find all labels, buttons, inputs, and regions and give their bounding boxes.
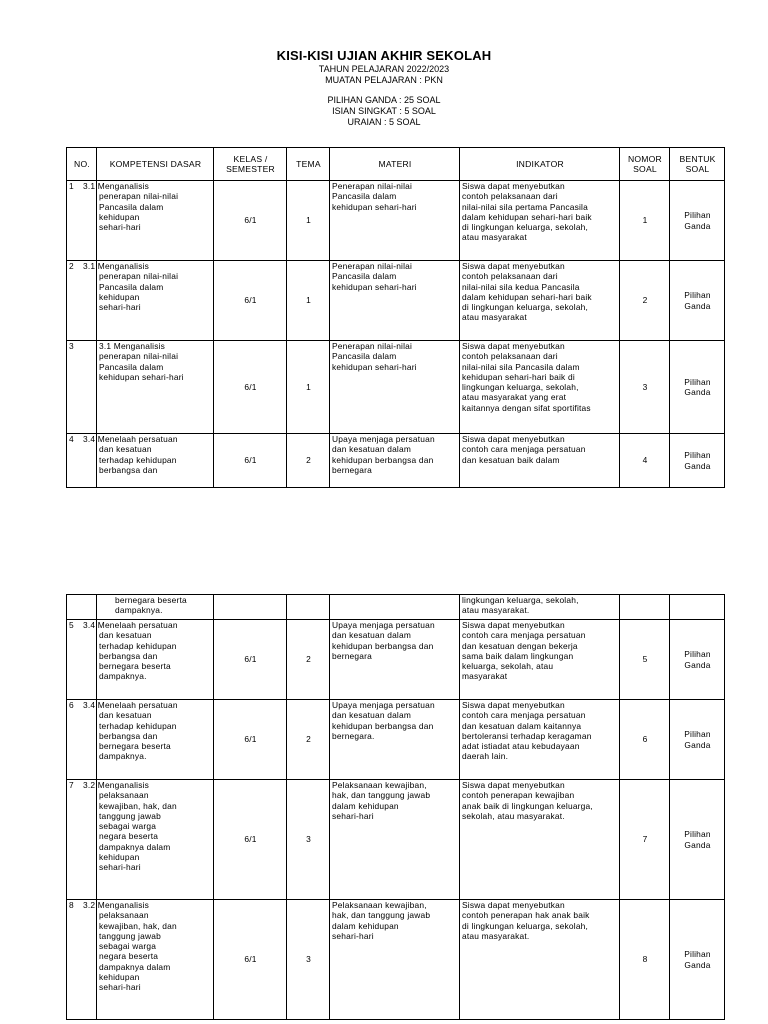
cell-indikator: Siswa dapat menyebutkan contoh cara menjaga persatuan dan kesatuan dengan bekerja sama baik dalam lingkungan keluarga, sekolah, atau masyarakat bbox=[460, 620, 620, 700]
cell-nomor-soal: 3 bbox=[620, 341, 670, 434]
cell-indikator: Siswa dapat menyebutkan contoh pelaksanaan dari nilai-nilai sila kedua Pancasila dalam kehidupan sehari-hari baik di lingkungan keluarga, sekolah, atau masyarakat bbox=[460, 261, 620, 341]
cell-bentuk-soal: Pilihan Ganda bbox=[670, 261, 725, 341]
column-header-kompetensi-dasar: KOMPETENSI DASAR bbox=[97, 148, 214, 181]
cell-tema: 3 bbox=[287, 900, 330, 1020]
cell-tema bbox=[287, 595, 330, 620]
table-row bbox=[67, 341, 725, 434]
table-row bbox=[67, 261, 725, 341]
cell-kompetensi-dasar: 3.4 Menelaah persatuan dan kesatuan terhadap kehidupan berbangsa dan bernegara beserta dampaknya. bbox=[97, 620, 214, 700]
cell-kompetensi-dasar: 3.4 Menelaah persatuan dan kesatuan terhadap kehidupan berbangsa dan bernegara beserta dampaknya. bbox=[97, 700, 214, 780]
cell-no bbox=[67, 595, 97, 620]
cell-materi: Upaya menjaga persatuan dan kesatuan dalam kehidupan berbangsa dan bernegara bbox=[330, 620, 460, 700]
cell-indikator: Siswa dapat menyebutkan contoh penerapan hak anak baik di lingkungan keluarga, sekolah, atau masyarakat. bbox=[460, 900, 620, 1020]
cell-no: 6 bbox=[67, 700, 97, 780]
cell-no: 3 bbox=[67, 341, 97, 434]
cell-nomor-soal: 1 bbox=[620, 181, 670, 261]
cell-materi: Pelaksanaan kewajiban, hak, dan tanggung jawab dalam kehidupan sehari-hari bbox=[330, 780, 460, 900]
cell-bentuk-soal: Pilihan Ganda bbox=[670, 700, 725, 780]
cell-tema: 1 bbox=[287, 261, 330, 341]
cell-nomor-soal: 4 bbox=[620, 434, 670, 488]
column-header-no: NO. bbox=[67, 148, 97, 181]
cell-bentuk-soal: Pilihan Ganda bbox=[670, 780, 725, 900]
cell-materi: Penerapan nilai-nilai Pancasila dalam kehidupan sehari-hari bbox=[330, 181, 460, 261]
cell-kompetensi-dasar: 3.1 Menganalisis penerapan nilai-nilai Pancasila dalam kehidupan sehari-hari bbox=[97, 341, 214, 434]
cell-indikator: Siswa dapat menyebutkan contoh cara menjaga persatuan dan kesatuan dalam kaitannya bertoleransi terhadap keragaman adat istiadat atau kebudayaan daerah lain. bbox=[460, 700, 620, 780]
document-header bbox=[0, 48, 768, 128]
cell-kelas-semester: 6/1 bbox=[214, 341, 287, 434]
blueprint-table-page-1 bbox=[66, 147, 725, 488]
cell-tema: 3 bbox=[287, 780, 330, 900]
cell-nomor-soal: 8 bbox=[620, 900, 670, 1020]
column-header-nomor-soal: NOMOR SOAL bbox=[620, 148, 670, 181]
cell-bentuk-soal: Pilihan Ganda bbox=[670, 434, 725, 488]
subject-line: MUATAN PELAJARAN : PKN bbox=[325, 75, 443, 85]
column-header-kelas-semester: KELAS / SEMESTER bbox=[214, 148, 287, 181]
cell-tema: 2 bbox=[287, 620, 330, 700]
cell-kompetensi-dasar: bernegara beserta dampaknya. bbox=[97, 595, 214, 620]
cell-no: 4 bbox=[67, 434, 97, 488]
document-title: KISI-KISI UJIAN AKHIR SEKOLAH bbox=[276, 48, 492, 63]
cell-tema: 2 bbox=[287, 700, 330, 780]
cell-kelas-semester: 6/1 bbox=[214, 620, 287, 700]
cell-kompetensi-dasar: 3.2 Menganalisis pelaksanaan kewajiban, hak, dan tanggung jawab sebagai warga negara beserta dampaknya dalam kehidupan sehari-hari bbox=[97, 900, 214, 1020]
table-row bbox=[67, 434, 725, 488]
table-row bbox=[67, 181, 725, 261]
table-row bbox=[67, 900, 725, 1020]
cell-no: 5 bbox=[67, 620, 97, 700]
column-header-tema: TEMA bbox=[287, 148, 330, 181]
cell-no: 1 bbox=[67, 181, 97, 261]
cell-kompetensi-dasar: 3.2 Menganalisis pelaksanaan kewajiban, hak, dan tanggung jawab sebagai warga negara beserta dampaknya dalam kehidupan sehari-hari bbox=[97, 780, 214, 900]
cell-nomor-soal: 2 bbox=[620, 261, 670, 341]
cell-materi: Penerapan nilai-nilai Pancasila dalam kehidupan sehari-hari bbox=[330, 261, 460, 341]
cell-kelas-semester: 6/1 bbox=[214, 780, 287, 900]
cell-materi: Upaya menjaga persatuan dan kesatuan dalam kehidupan berbangsa dan bernegara. bbox=[330, 700, 460, 780]
cell-kelas-semester: 6/1 bbox=[214, 261, 287, 341]
cell-indikator: Siswa dapat menyebutkan contoh cara menjaga persatuan dan kesatuan baik dalam bbox=[460, 434, 620, 488]
multiple-choice-count: PILIHAN GANDA : 25 SOAL bbox=[327, 95, 441, 105]
cell-indikator: Siswa dapat menyebutkan contoh pelaksanaan dari nilai-nilai sila pertama Pancasila dalam kehidupan sehari-hari baik di lingkungan keluarga, sekolah, atau masyarakat bbox=[460, 181, 620, 261]
cell-nomor-soal: 5 bbox=[620, 620, 670, 700]
cell-tema: 1 bbox=[287, 181, 330, 261]
cell-materi bbox=[330, 595, 460, 620]
cell-indikator: Siswa dapat menyebutkan contoh penerapan kewajiban anak baik di lingkungan keluarga, sekolah, atau masyarakat. bbox=[460, 780, 620, 900]
cell-no: 8 bbox=[67, 900, 97, 1020]
column-header-bentuk-soal: BENTUK SOAL bbox=[670, 148, 725, 181]
cell-bentuk-soal: Pilihan Ganda bbox=[670, 620, 725, 700]
column-header-materi: MATERI bbox=[330, 148, 460, 181]
cell-nomor-soal bbox=[620, 595, 670, 620]
cell-nomor-soal: 6 bbox=[620, 700, 670, 780]
column-header-indikator: INDIKATOR bbox=[460, 148, 620, 181]
cell-no: 2 bbox=[67, 261, 97, 341]
table-row bbox=[67, 620, 725, 700]
cell-tema: 2 bbox=[287, 434, 330, 488]
cell-kompetensi-dasar: 3.1 Menganalisis penerapan nilai-nilai Pancasila dalam kehidupan sehari-hari bbox=[97, 261, 214, 341]
table-header-row bbox=[67, 148, 725, 181]
table-row bbox=[67, 700, 725, 780]
cell-bentuk-soal bbox=[670, 595, 725, 620]
cell-bentuk-soal: Pilihan Ganda bbox=[670, 900, 725, 1020]
table-row-continued bbox=[67, 595, 725, 620]
cell-nomor-soal: 7 bbox=[620, 780, 670, 900]
cell-materi: Penerapan nilai-nilai Pancasila dalam kehidupan sehari-hari bbox=[330, 341, 460, 434]
school-year: TAHUN PELAJARAN 2022/2023 bbox=[318, 64, 450, 74]
blueprint-table-page-2 bbox=[66, 594, 725, 1020]
cell-kelas-semester: 6/1 bbox=[214, 181, 287, 261]
cell-materi: Upaya menjaga persatuan dan kesatuan dalam kehidupan berbangsa dan bernegara bbox=[330, 434, 460, 488]
cell-no: 7 bbox=[67, 780, 97, 900]
cell-kelas-semester: 6/1 bbox=[214, 434, 287, 488]
cell-kelas-semester: 6/1 bbox=[214, 700, 287, 780]
cell-tema: 1 bbox=[287, 341, 330, 434]
cell-bentuk-soal: Pilihan Ganda bbox=[670, 341, 725, 434]
cell-indikator: lingkungan keluarga, sekolah, atau masyarakat. bbox=[460, 595, 620, 620]
cell-kelas-semester: 6/1 bbox=[214, 900, 287, 1020]
short-answer-count: ISIAN SINGKAT : 5 SOAL bbox=[332, 106, 436, 116]
table-row bbox=[67, 780, 725, 900]
cell-kompetensi-dasar: 3.1 Menganalisis penerapan nilai-nilai Pancasila dalam kehidupan sehari-hari bbox=[97, 181, 214, 261]
cell-bentuk-soal: Pilihan Ganda bbox=[670, 181, 725, 261]
cell-kelas-semester bbox=[214, 595, 287, 620]
essay-count: URAIAN : 5 SOAL bbox=[347, 117, 421, 127]
cell-materi: Pelaksanaan kewajiban, hak, dan tanggung jawab dalam kehidupan sehari-hari bbox=[330, 900, 460, 1020]
cell-indikator: Siswa dapat menyebutkan contoh pelaksanaan dari nilai-nilai sila Pancasila dalam kehidupan sehari-hari baik di lingkungan keluarga, sekolah, atau masyarakat yang erat kaitannya dengan sifat sportifitas bbox=[460, 341, 620, 434]
cell-kompetensi-dasar: 3.4 Menelaah persatuan dan kesatuan terhadap kehidupan berbangsa dan bbox=[97, 434, 214, 488]
